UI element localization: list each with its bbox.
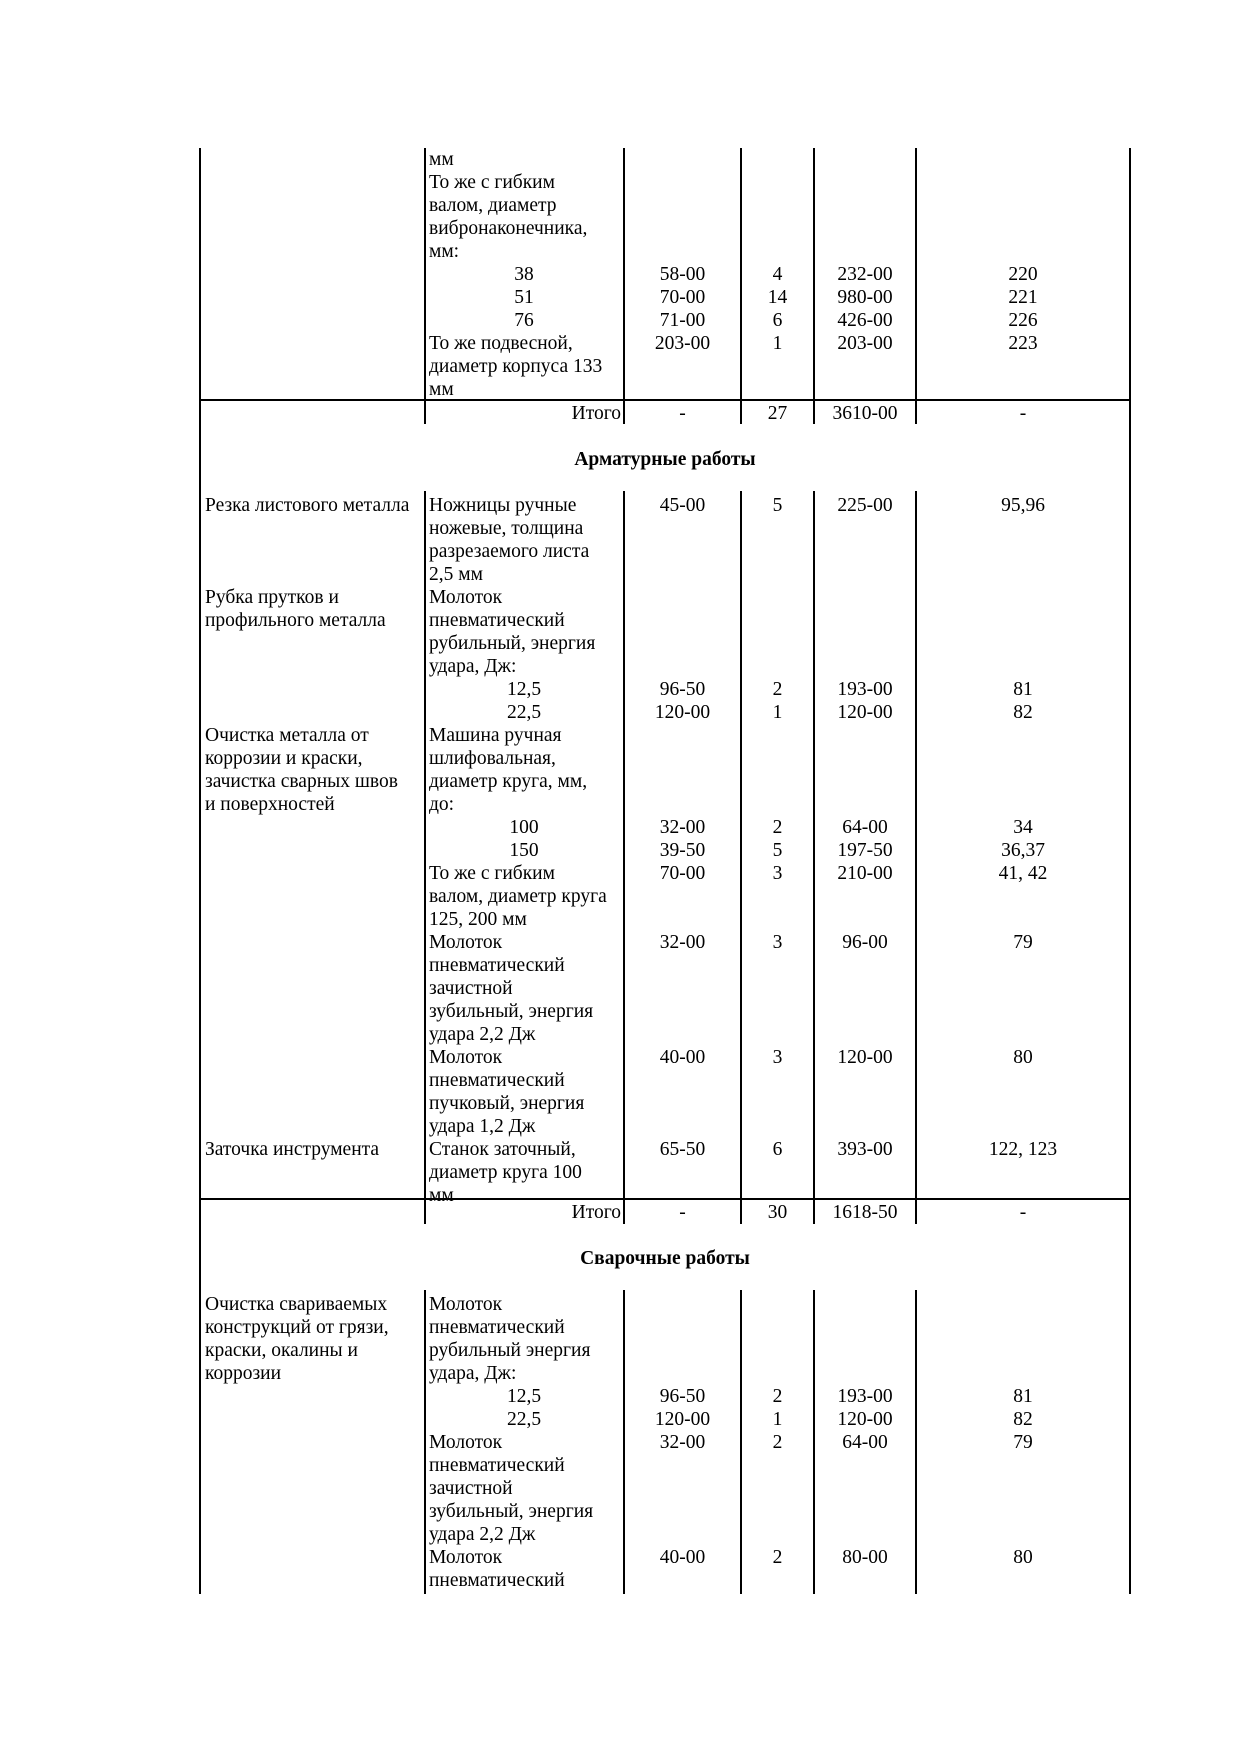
size-cell: 150 bbox=[509, 840, 539, 861]
sum-cell: 120-00 bbox=[837, 702, 893, 723]
equipment-name: рубильный энергия bbox=[429, 1340, 591, 1361]
sum-cell: 96-00 bbox=[842, 932, 888, 953]
sum-cell: 193-00 bbox=[837, 1386, 893, 1407]
qty-cell: 2 bbox=[772, 817, 783, 838]
work-type: коррозии и краски, bbox=[205, 748, 363, 769]
equipment-name: То же с гибким bbox=[429, 172, 555, 193]
ref-cell: 221 bbox=[1008, 287, 1038, 308]
work-type: краски, окалины и bbox=[205, 1340, 358, 1361]
ref-cell: 34 bbox=[1013, 817, 1033, 838]
section-heading: Арматурные работы bbox=[574, 449, 756, 470]
equipment-name: диаметр корпуса 133 bbox=[429, 356, 603, 377]
price-cell: 96-50 bbox=[659, 1386, 706, 1407]
qty-cell: 3 bbox=[772, 932, 783, 953]
equipment-name: 125, 200 мм bbox=[429, 909, 527, 930]
equipment-name: То же с гибким bbox=[429, 863, 555, 884]
total-label: Итого bbox=[571, 403, 621, 424]
qty-cell: 2 bbox=[772, 679, 783, 700]
size-cell: 12,5 bbox=[506, 679, 542, 700]
price-cell: 70-00 bbox=[659, 863, 706, 884]
equipment-name: пневматический bbox=[429, 1455, 565, 1476]
section-heading: Сварочные работы bbox=[580, 1248, 750, 1269]
equipment-name: шлифовальная, bbox=[429, 748, 556, 769]
equipment-name: удара 1,2 Дж bbox=[429, 1116, 536, 1137]
price-cell: 40-00 bbox=[659, 1547, 706, 1568]
equipment-name: То же подвесной, bbox=[429, 333, 573, 354]
work-type: конструкций от грязи, bbox=[205, 1317, 389, 1338]
work-type: коррозии bbox=[205, 1363, 282, 1384]
col-separator bbox=[424, 1290, 426, 1594]
price-cell: 96-50 bbox=[659, 679, 706, 700]
qty-cell: 2 bbox=[772, 1432, 783, 1453]
equipment-name: 2,5 мм bbox=[429, 564, 483, 585]
work-type: Очистка металла от bbox=[205, 725, 369, 746]
qty-cell: 4 bbox=[772, 264, 783, 285]
qty-cell: 1 bbox=[772, 702, 783, 723]
price-cell: 32-00 bbox=[659, 817, 706, 838]
total-qty: 27 bbox=[767, 403, 788, 424]
equipment-name: валом, диаметр bbox=[429, 195, 557, 216]
ref-cell: 81 bbox=[1013, 679, 1033, 700]
equipment-name: пневматический bbox=[429, 1570, 565, 1591]
qty-cell: 6 bbox=[772, 310, 783, 331]
ref-cell: 41, 42 bbox=[998, 863, 1048, 884]
price-cell: 32-00 bbox=[659, 1432, 706, 1453]
ref-cell: 95,96 bbox=[1001, 495, 1045, 516]
total-ref: - bbox=[1019, 403, 1027, 424]
equipment-name: зубильный, энергия bbox=[429, 1001, 594, 1022]
total-sum: 3610-00 bbox=[832, 403, 898, 424]
size-cell: 38 bbox=[514, 264, 534, 285]
sum-cell: 64-00 bbox=[842, 817, 888, 838]
work-type: Резка листового металла bbox=[205, 495, 410, 516]
col-separator bbox=[424, 148, 426, 424]
equipment-name: зубильный, энергия bbox=[429, 1501, 594, 1522]
qty-cell: 3 bbox=[772, 1047, 783, 1068]
size-cell: 12,5 bbox=[506, 1386, 542, 1407]
total-price: - bbox=[679, 1202, 686, 1223]
equipment-name: пневматический bbox=[429, 955, 565, 976]
total-label: Итого bbox=[571, 1202, 621, 1223]
sum-cell: 232-00 bbox=[837, 264, 893, 285]
price-cell: 71-00 bbox=[659, 310, 706, 331]
work-type: и поверхностей bbox=[205, 794, 335, 815]
equipment-name: ножевые, толщина bbox=[429, 518, 584, 539]
equipment-name: Молоток bbox=[429, 1294, 503, 1315]
sum-cell: 197-50 bbox=[837, 840, 893, 861]
equipment-name: пучковый, энергия bbox=[429, 1093, 585, 1114]
ref-cell: 82 bbox=[1013, 702, 1033, 723]
equipment-name: удара 2,2 Дж bbox=[429, 1024, 536, 1045]
equipment-name: диаметр круга 100 bbox=[429, 1162, 582, 1183]
equipment-name: удара, Дж: bbox=[429, 1363, 517, 1384]
work-type: зачистка сварных швов bbox=[205, 771, 398, 792]
ref-cell: 226 bbox=[1008, 310, 1038, 331]
ref-cell: 82 bbox=[1013, 1409, 1033, 1430]
equipment-name: мм bbox=[429, 1185, 454, 1206]
sum-cell: 393-00 bbox=[837, 1139, 893, 1160]
qty-cell: 2 bbox=[772, 1547, 783, 1568]
row-separator bbox=[199, 1198, 1131, 1200]
equipment-name: Станок заточный, bbox=[429, 1139, 576, 1160]
sum-cell: 80-00 bbox=[842, 1547, 888, 1568]
price-cell: 120-00 bbox=[654, 702, 711, 723]
work-type: Очистка свариваемых bbox=[205, 1294, 388, 1315]
sum-cell: 225-00 bbox=[837, 495, 893, 516]
equipment-name: диаметр круга, мм, bbox=[429, 771, 588, 792]
equipment-name: Машина ручная bbox=[429, 725, 562, 746]
ref-cell: 223 bbox=[1008, 333, 1038, 354]
ref-cell: 80 bbox=[1013, 1547, 1033, 1568]
equipment-name: рубильный, энергия bbox=[429, 633, 596, 654]
sum-cell: 210-00 bbox=[837, 863, 893, 884]
qty-cell: 3 bbox=[772, 863, 783, 884]
equipment-name: удара 2,2 Дж bbox=[429, 1524, 536, 1545]
equipment-name: пневматический bbox=[429, 1070, 565, 1091]
price-cell: 65-50 bbox=[659, 1139, 706, 1160]
table-border-left bbox=[199, 148, 201, 1594]
qty-cell: 14 bbox=[767, 287, 788, 308]
size-cell: 51 bbox=[514, 287, 534, 308]
table-border-right bbox=[1129, 148, 1131, 1594]
ref-cell: 36,37 bbox=[1001, 840, 1045, 861]
qty-cell: 1 bbox=[772, 333, 783, 354]
equipment-name: вибронаконечника, bbox=[429, 218, 588, 239]
sum-cell: 120-00 bbox=[837, 1409, 893, 1430]
sum-cell: 64-00 bbox=[842, 1432, 888, 1453]
sum-cell: 426-00 bbox=[837, 310, 893, 331]
equipment-name: валом, диаметр круга bbox=[429, 886, 607, 907]
price-cell: 70-00 bbox=[659, 287, 706, 308]
price-cell: 39-50 bbox=[659, 840, 706, 861]
sum-cell: 203-00 bbox=[837, 333, 893, 354]
total-ref: - bbox=[1019, 1202, 1027, 1223]
equipment-name: Молоток bbox=[429, 1047, 503, 1068]
equipment-name: пневматический bbox=[429, 610, 565, 631]
col-separator bbox=[424, 491, 426, 1224]
work-type: Заточка инструмента bbox=[205, 1139, 380, 1160]
equipment-name: удара, Дж: bbox=[429, 656, 517, 677]
equipment-name: зачистной bbox=[429, 1478, 513, 1499]
size-cell: 100 bbox=[509, 817, 539, 838]
qty-cell: 5 bbox=[772, 840, 783, 861]
sum-cell: 193-00 bbox=[837, 679, 893, 700]
equipment-name: до: bbox=[429, 794, 455, 815]
ref-cell: 79 bbox=[1013, 1432, 1033, 1453]
equipment-name: Ножницы ручные bbox=[429, 495, 577, 516]
equipment-name: Молоток bbox=[429, 932, 503, 953]
work-type: Рубка прутков и bbox=[205, 587, 339, 608]
ref-cell: 80 bbox=[1013, 1047, 1033, 1068]
qty-cell: 6 bbox=[772, 1139, 783, 1160]
equipment-name: мм: bbox=[429, 241, 460, 262]
equipment-name: Молоток bbox=[429, 587, 503, 608]
price-cell: 203-00 bbox=[654, 333, 711, 354]
size-cell: 22,5 bbox=[506, 702, 542, 723]
size-cell: 76 bbox=[514, 310, 534, 331]
sum-cell: 120-00 bbox=[837, 1047, 893, 1068]
size-cell: 22,5 bbox=[506, 1409, 542, 1430]
qty-cell: 1 bbox=[772, 1409, 783, 1430]
price-cell: 120-00 bbox=[654, 1409, 711, 1430]
qty-cell: 5 bbox=[772, 495, 783, 516]
sum-cell: 980-00 bbox=[837, 287, 893, 308]
equipment-name: зачистной bbox=[429, 978, 513, 999]
equipment-name: пневматический bbox=[429, 1317, 565, 1338]
equipment-name: мм bbox=[429, 149, 454, 170]
equipment-name: разрезаемого листа bbox=[429, 541, 590, 562]
equipment-name: мм bbox=[429, 379, 454, 400]
ref-cell: 79 bbox=[1013, 932, 1033, 953]
equipment-name: Молоток bbox=[429, 1547, 503, 1568]
price-cell: 58-00 bbox=[659, 264, 706, 285]
price-cell: 32-00 bbox=[659, 932, 706, 953]
work-type: профильного металла bbox=[205, 610, 386, 631]
qty-cell: 2 bbox=[772, 1386, 783, 1407]
ref-cell: 220 bbox=[1008, 264, 1038, 285]
total-price: - bbox=[679, 403, 686, 424]
total-qty: 30 bbox=[767, 1202, 788, 1223]
row-separator bbox=[199, 399, 1131, 401]
total-sum: 1618-50 bbox=[832, 1202, 898, 1223]
ref-cell: 81 bbox=[1013, 1386, 1033, 1407]
price-cell: 40-00 bbox=[659, 1047, 706, 1068]
ref-cell: 122, 123 bbox=[988, 1139, 1058, 1160]
price-cell: 45-00 bbox=[659, 495, 706, 516]
equipment-name: Молоток bbox=[429, 1432, 503, 1453]
